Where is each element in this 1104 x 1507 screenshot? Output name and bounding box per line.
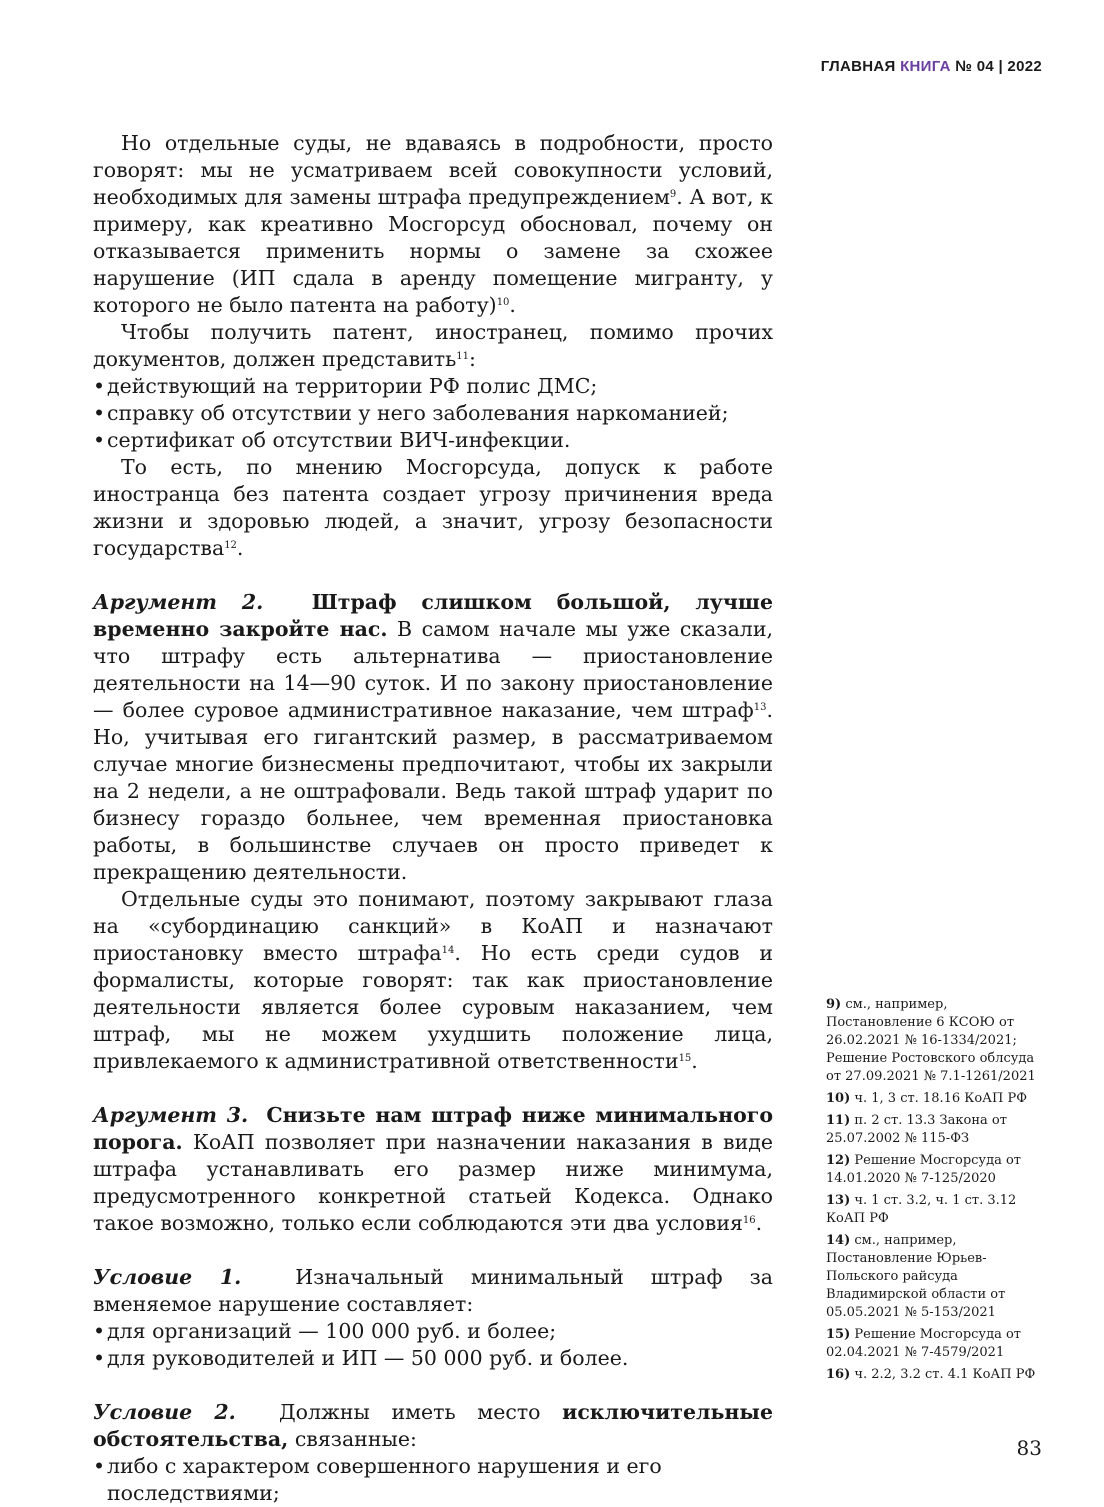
brand-part2: КНИГА (900, 58, 951, 75)
argument-label: Аргумент 2. (93, 590, 264, 614)
footnote: 9) см., например, Постановление 6 КСОЮ от 26.02.2021 № 16-1334/2021; Решение Ростовского облсуда от 27.09.2021 № 7.1-1261/2021 (826, 997, 1036, 1084)
condition-1: Условие 1. Изначальный минимальный штраф за вменяемое нарушение составляет: (93, 1265, 773, 1316)
brand-part1: ГЛАВНАЯ (820, 58, 896, 75)
footnote: 15) Решение Мосгорсуда от 02.04.2021 № 7-4579/2021 (826, 1327, 1021, 1360)
footnote: 12) Решение Мосгорсуда от 14.01.2020 № 7-125/2020 (826, 1153, 1021, 1186)
footnote-ref[interactable]: 13 (753, 702, 767, 713)
footnote-ref[interactable]: 12 (224, 540, 237, 551)
condition-2: Условие 2. Должны иметь место исключительные обстоятельства, связанные: (93, 1400, 773, 1451)
footnote: 10) ч. 1, 3 ст. 18.16 КоАП РФ (826, 1091, 1028, 1106)
list-item: • сертификат об отсутствии ВИЧ-инфекции. (93, 427, 773, 454)
bullet-list (93, 1453, 773, 1507)
footnote: 14) см., например, Постановление Юрьев-Польского райсуда Владимирской области от 05.05.2021 № 5-153/2021 (826, 1233, 1006, 1320)
paragraph: Чтобы получить патент, иностранец, помимо прочих документов, должен представить$^{11}$: (93, 320, 773, 371)
list-item: • либо с характером совершенного нарушения и его последствиями; (93, 1453, 773, 1507)
condition-label: Условие 1. (93, 1265, 242, 1289)
argument-3: Аргумент 3. Снизьте нам штраф ниже минимального порога. КоАП позволяет при назначении наказания в виде штрафа устанавливать его размер ниже минимума, предусмотренного конкретной статьей Кодекса. Однако такое возможно, только если соблюдаются эти два условия$^{16}$. (93, 1103, 773, 1235)
issue-info: № 04 | 2022 (955, 58, 1042, 75)
condition-label: Условие 2. (93, 1400, 236, 1424)
footnotes-column (826, 996, 1051, 1388)
paragraph: Но отдельные суды, не вдаваясь в подробности, просто говорят: мы не усматриваем всей совокупности условий, необходимых для замены штрафа предупреждением$^9$. А вот, к примеру, как креативно Мосгорсуд обосновал, почему он отказывается применить нормы о замене за схожее нарушение (ИП сдала в аренду помещение мигранту, у которого не было патента на работу)$^{10}$. (93, 131, 773, 317)
argument-label: Аргумент 3. (93, 1103, 249, 1127)
argument-heading: Штраф слишком большой, лучше временно закройте нас. (93, 590, 774, 641)
page-number: 83 (1016, 1436, 1042, 1460)
footnote-ref[interactable]: 14 (441, 945, 455, 956)
list-item: • действующий на территории РФ полис ДМС; (93, 373, 773, 400)
argument-heading: Снизьте нам штраф ниже минимального порога. (93, 1103, 773, 1154)
footnote: 13) ч. 1 ст. 3.2, ч. 1 ст. 3.12 КоАП РФ (826, 1193, 1017, 1226)
paragraph: Отдельные суды это понимают, поэтому закрывают глаза на «субординацию санкций» в КоАП и назначают приостановку вместо штрафа$^{14}$. Но есть среди судов и формалисты, которые говорят: так как приостановление деятельности является более суровым наказанием, чем штраф, мы не можем ухудшить положение лица, привлекаемого к административной ответственности$^{15}$. (93, 887, 773, 1073)
paragraph: То есть, по мнению Мосгорсуда, допуск к работе иностранца без патента создает угрозу причинения вреда жизни и здоровью людей, а значит, угрозу безопасности государства$^{12}$. (93, 455, 773, 560)
list-item: • для организаций — 100 000 руб. и более; (93, 1318, 773, 1345)
magazine-header (821, 58, 1042, 75)
footnote-ref[interactable]: 9 (669, 189, 677, 200)
footnote-ref[interactable]: 11 (456, 351, 470, 362)
main-article-column (93, 130, 773, 1507)
argument-2: Аргумент 2. Штраф слишком большой, лучше временно закройте нас. В самом начале мы уже сказали, что штрафу есть альтернатива — приостановление деятельности на 14—90 суток. И по закону приостановление — более суровое административное наказание, чем штраф$^{13}$. Но, учитывая его гигантский размер, в рассматриваемом случае многие бизнесмены предпочитают, чтобы их закрыли на 2 недели, а не оштрафовали. Ведь такой штраф ударит по бизнесу гораздо больнее, чем временная приостановка работы, в большинстве случаев он просто приведет к прекращению деятельности. (93, 590, 774, 884)
footnote-ref[interactable]: 10 (496, 297, 510, 308)
footnote-ref[interactable]: 16 (742, 1215, 756, 1226)
list-item: • для руководителей и ИП — 50 000 руб. и более. (93, 1345, 773, 1372)
footnote-ref[interactable]: 15 (678, 1053, 692, 1064)
footnote: 11) п. 2 ст. 13.3 Закона от 25.07.2002 № 115-ФЗ (826, 1113, 1007, 1146)
bullet-list (93, 1318, 773, 1372)
bullet-list (93, 373, 773, 454)
footnote: 16) ч. 2.2, 3.2 ст. 4.1 КоАП РФ (826, 1367, 1036, 1382)
list-item: • справку об отсутствии у него заболевания наркоманией; (93, 400, 773, 427)
